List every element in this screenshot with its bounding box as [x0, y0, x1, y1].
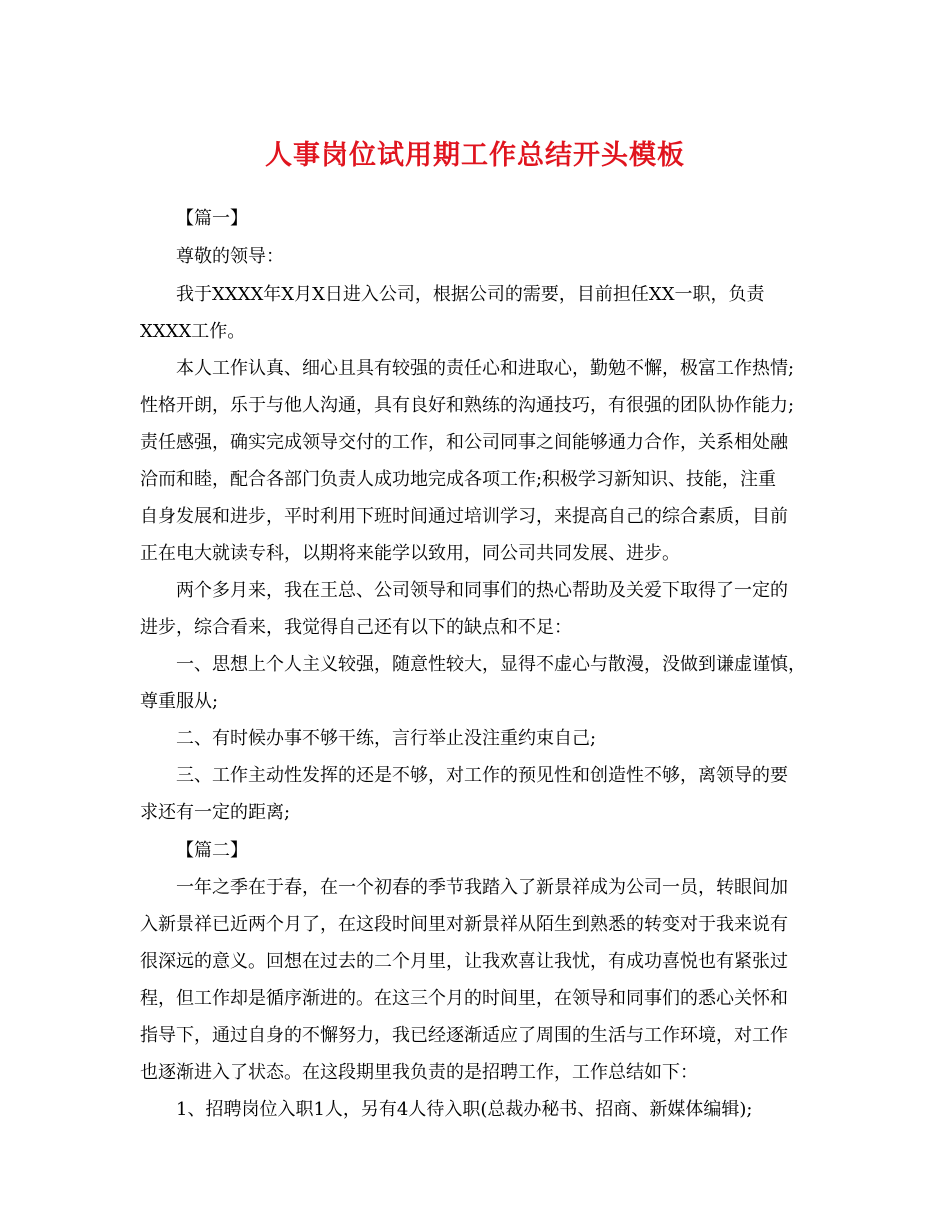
- paragraph-line: 本人工作认真、细心且具有较强的责任心和进取心，勤勉不懈，极富工作热情;: [176, 358, 795, 379]
- paragraph-line: 指导下，通过自身的不懈努力，我已经逐渐适应了周围的生活与工作环境，对工作: [140, 1025, 788, 1046]
- paragraph-line: 我于XXXX年X月X日进入公司，根据公司的需要，目前担任XX一职，负责: [176, 284, 765, 305]
- paragraph-line: 两个多月来，我在王总、公司领导和同事们的热心帮助及关爱下取得了一定的: [176, 580, 788, 601]
- paragraph-line: 一、思想上个人主义较强，随意性较大，显得不虚心与散漫，没做到谦虚谨慎，: [176, 654, 806, 675]
- paragraph-line: 正在电大就读专科，以期将来能学以致用，同公司共同发展、进步。: [140, 543, 680, 564]
- paragraph-line: 三、工作主动性发挥的还是不够，对工作的预见性和创造性不够，离领导的要: [176, 765, 788, 786]
- paragraph-line: 尊重服从;: [140, 691, 219, 712]
- paragraph-line: 性格开朗，乐于与他人沟通，具有良好和熟练的沟通技巧，有很强的团队协作能力;: [140, 395, 795, 416]
- section-heading-2: 【篇二】: [176, 840, 248, 861]
- paragraph-line: 入新景祥已近两个月了，在这段时间里对新景祥从陌生到熟悉的转变对于我来说有: [140, 914, 788, 935]
- paragraph-line: 二、有时候办事不够干练，言行举止没注重约束自己;: [176, 728, 597, 749]
- paragraph-line: 程，但工作却是循序渐进的。在这三个月的时间里，在领导和同事们的悉心关怀和: [140, 988, 788, 1009]
- salutation: 尊敬的领导：: [176, 246, 284, 267]
- paragraph-line: XXXX工作。: [140, 321, 246, 342]
- paragraph-line: 洽而和睦，配合各部门负责人成功地完成各项工作;积极学习新知识、技能，注重: [140, 469, 777, 490]
- paragraph-line: 一年之季在于春，在一个初春的季节我踏入了新景祥成为公司一员，转眼间加: [176, 877, 788, 898]
- document-title: 人事岗位试用期工作总结开头模板: [265, 140, 685, 171]
- paragraph-line: 进步，综合看来，我觉得自己还有以下的缺点和不足：: [140, 617, 572, 638]
- paragraph-line: 1、招聘岗位入职1人，另有4人待入职(总裁办秘书、招商、新媒体编辑);: [176, 1099, 753, 1120]
- paragraph-line: 自身发展和进步，平时利用下班时间通过培训学习，来提高自己的综合素质，目前: [140, 506, 788, 527]
- paragraph-line: 求还有一定的距离;: [140, 802, 291, 823]
- section-heading-1: 【篇一】: [176, 208, 248, 229]
- paragraph-line: 也逐渐进入了状态。在这段期里我负责的是招聘工作，工作总结如下：: [140, 1062, 698, 1083]
- paragraph-line: 很深远的意义。回想在过去的二个月里，让我欢喜让我忧，有成功喜悦也有紧张过: [140, 951, 788, 972]
- paragraph-line: 责任感强，确实完成领导交付的工作，和公司同事之间能够通力合作，关系相处融: [140, 432, 788, 453]
